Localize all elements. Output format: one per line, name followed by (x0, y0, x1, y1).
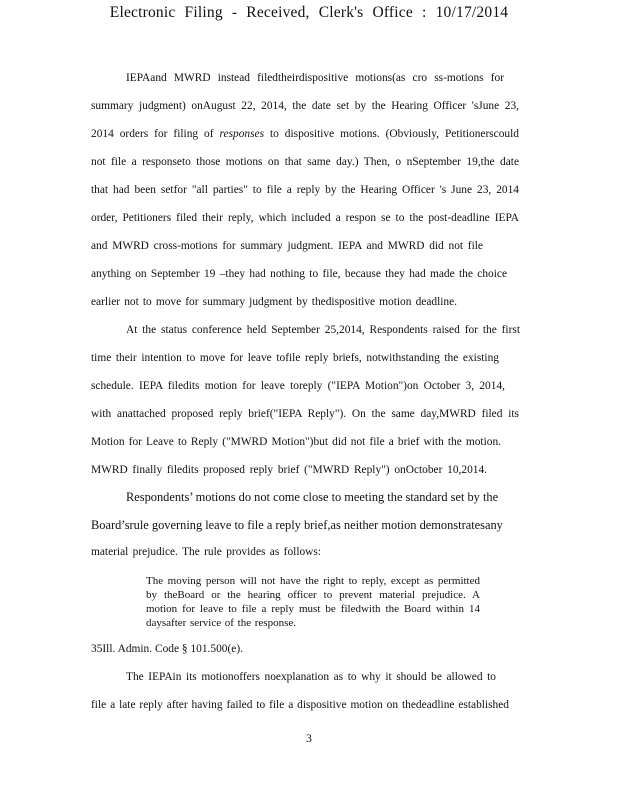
body-line: material prejudice. The rule provides as follows: (91, 546, 321, 558)
body-line: time their intention to move for leave tofile reply briefs, notwithstanding the existing (91, 352, 499, 364)
body-line: anything on September 19 –they had nothing to file, because they had made the choice (91, 268, 507, 280)
body-line-part: 2014 orders for filing of responses to dispositive motions. (Obviously, Petitionerscould (91, 128, 519, 140)
block-quote-line: motion for leave to file a reply must be filedwith the Board within 14 (146, 603, 480, 615)
filing-header: Electronic Filing - Received, Clerk's Office : 10/17/2014 (109, 4, 509, 21)
body-line: earlier not to move for summary judgment by thedispositive motion deadline. (91, 296, 457, 308)
body-line: MWRD finally filedits proposed reply brief ("MWRD Reply") onOctober 10,2014. (91, 464, 487, 476)
body-line (91, 128, 519, 140)
body-line: that had been setfor "all parties" to file a reply by the Hearing Officer 's June 23, 2014 (91, 184, 519, 196)
page-number: 3 (306, 733, 312, 745)
body-line: Respondents’ motions do not come close to meeting the standard set by the (126, 490, 499, 504)
body-line: order, Petitioners filed their reply, which included a respon se to the post-deadline IEPA (91, 212, 519, 224)
citation: 35Ill. Admin. Code § 101.500(e). (91, 643, 243, 655)
body-line: IEPAand MWRD instead filedtheirdispositive motions(as cro ss-motions for (126, 72, 504, 84)
body-line: Board’srule governing leave to file a reply brief,as neither motion demonstratesany (91, 518, 503, 532)
body-line: not file a responseto those motions on that same day.) Then, o nSeptember 19,the date (91, 156, 519, 168)
body-line: Motion for Leave to Reply ("MWRD Motion")but did not file a brief with the motion. (91, 436, 501, 448)
block-quote-line: daysafter service of the response. (146, 617, 296, 629)
body-line: At the status conference held September 25,2014, Respondents raised for the first (126, 324, 520, 336)
block-quote-line: The moving person will not have the right to reply, except as permitted (146, 575, 480, 587)
body-line: and MWRD cross-motions for summary judgment. IEPA and MWRD did not file (91, 240, 483, 252)
body-line: The IEPAin its motionoffers noexplanation as to why it should be allowed to (126, 671, 496, 683)
body-line: with anattached proposed reply brief("IEPA Reply"). On the same day,MWRD filed its (91, 408, 519, 420)
body-line: file a late reply after having failed to file a dispositive motion on thedeadline established (91, 699, 509, 711)
italic-word: responses (219, 128, 265, 140)
body-line: schedule. IEPA filedits motion for leave toreply ("IEPA Motion")on October 3, 2014, (91, 380, 505, 392)
block-quote-line: by theBoard or the hearing officer to prevent material prejudice. A (146, 589, 480, 601)
body-line: summary judgment) onAugust 22, 2014, the date set by the Hearing Officer 'sJune 23, (91, 100, 519, 112)
